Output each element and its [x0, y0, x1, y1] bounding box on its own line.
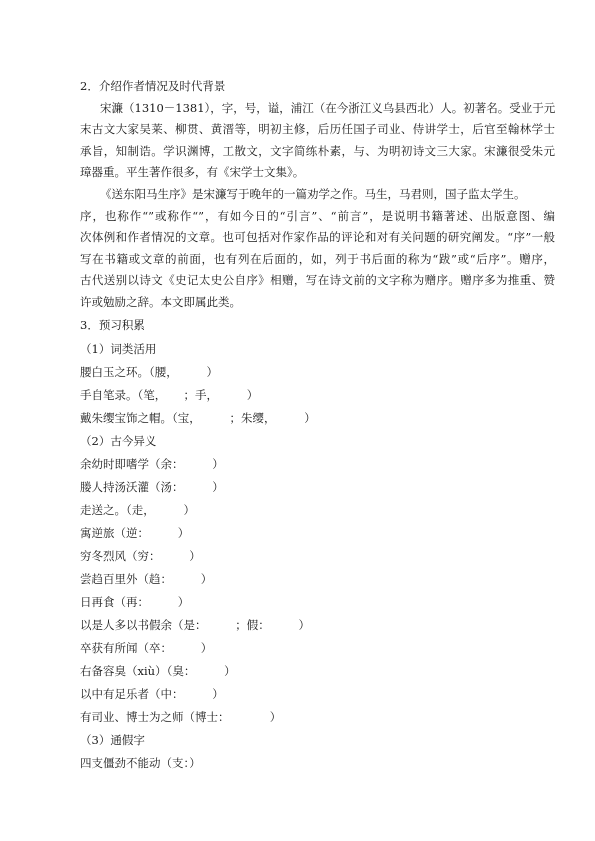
- exercise-item: 腰白玉之环。（腰， ）: [80, 365, 218, 379]
- background-paragraph-line: 许或勉励之辞。本文即属此类。: [80, 295, 241, 309]
- exercise-item: 以是人多以书假余（是： ；假： ）: [80, 618, 310, 632]
- background-paragraph-line: 古代送别以诗文《史记太史公自序》相赠，写在诗文前的文字称为赠序。赠序多为推重、赞: [80, 273, 555, 287]
- background-paragraph-line: 次体例和作者情况的文章。也可包括对作家作品的评论和对有关问题的研究阐发。“序”一般: [80, 230, 555, 244]
- author-paragraph-line: 末古文大家吴莱、柳贯、黄溍等，明初主修，后历任国子司业、侍讲学士，后官至翰林学士: [80, 122, 555, 136]
- author-paragraph-line: 承旨，知制诰。学识渊博，工散文，文字简练朴素，与、为明初诗文三大家。宋濂很受朱元: [80, 144, 555, 158]
- background-paragraph-line: 写在书籍或文章的前面，也有列在后面的，如，列于书后面的称为“跋”或“后序”。赠序，: [80, 252, 555, 266]
- subsection-title-word-usage: （1）词类活用: [80, 342, 157, 356]
- exercise-item: 戴朱缨宝饰之帽。（宝， ；朱缨， ）: [80, 411, 316, 425]
- background-paragraph-line: 序，也称作“”或称作“”，有如今日的“引言”、“前言”，是说明书籍著述、出版意图、编: [80, 209, 555, 223]
- exercise-item: 右备容臭（xiù）（臭： ）: [80, 664, 236, 678]
- background-paragraph-line: 《送东阳马生序》是宋濂写于晚年的一篇劝学之作。马生，马君则，国子监太学生。: [100, 187, 526, 201]
- exercise-item: 媵人持汤沃灌（汤： ）: [80, 480, 224, 494]
- exercise-item: 走送之。（走， ）: [80, 503, 195, 517]
- exercise-item: 穷冬烈风（穷： ）: [80, 549, 201, 563]
- exercise-item: 以中有足乐者（中： ）: [80, 687, 224, 701]
- exercise-item: 手自笔录。（笔， ；手， ）: [80, 388, 259, 402]
- exercise-item: 寓逆旅（逆： ）: [80, 526, 190, 540]
- author-paragraph-line: 璋器重。平生著作很多，有《宋学士文集》。: [80, 165, 305, 179]
- section-heading-preview: 3．预习积累: [80, 318, 145, 332]
- author-paragraph-line: 宋濂（1310－1381），字，号，谥，浦江（在今浙江义乌县西北）人。初著名。受业于元: [100, 101, 556, 115]
- subsection-title-loan-characters: （3）通假字: [80, 733, 145, 747]
- exercise-item: 有司业、博士为之师（博士： ）: [80, 710, 282, 724]
- exercise-item: 尝趋百里外（趋： ）: [80, 572, 213, 586]
- section-heading-author: 2．介绍作者情况及时代背景: [80, 79, 226, 93]
- exercise-item: 余幼时即嗜学（余： ）: [80, 457, 224, 471]
- subsection-title-ancient-modern: （2）古今异义: [80, 434, 157, 448]
- exercise-item: 日再食（再： ）: [80, 595, 190, 609]
- exercise-item: 卒获有所闻（卒： ）: [80, 641, 213, 655]
- exercise-item: 四支僵劲不能动（支：）: [80, 756, 201, 770]
